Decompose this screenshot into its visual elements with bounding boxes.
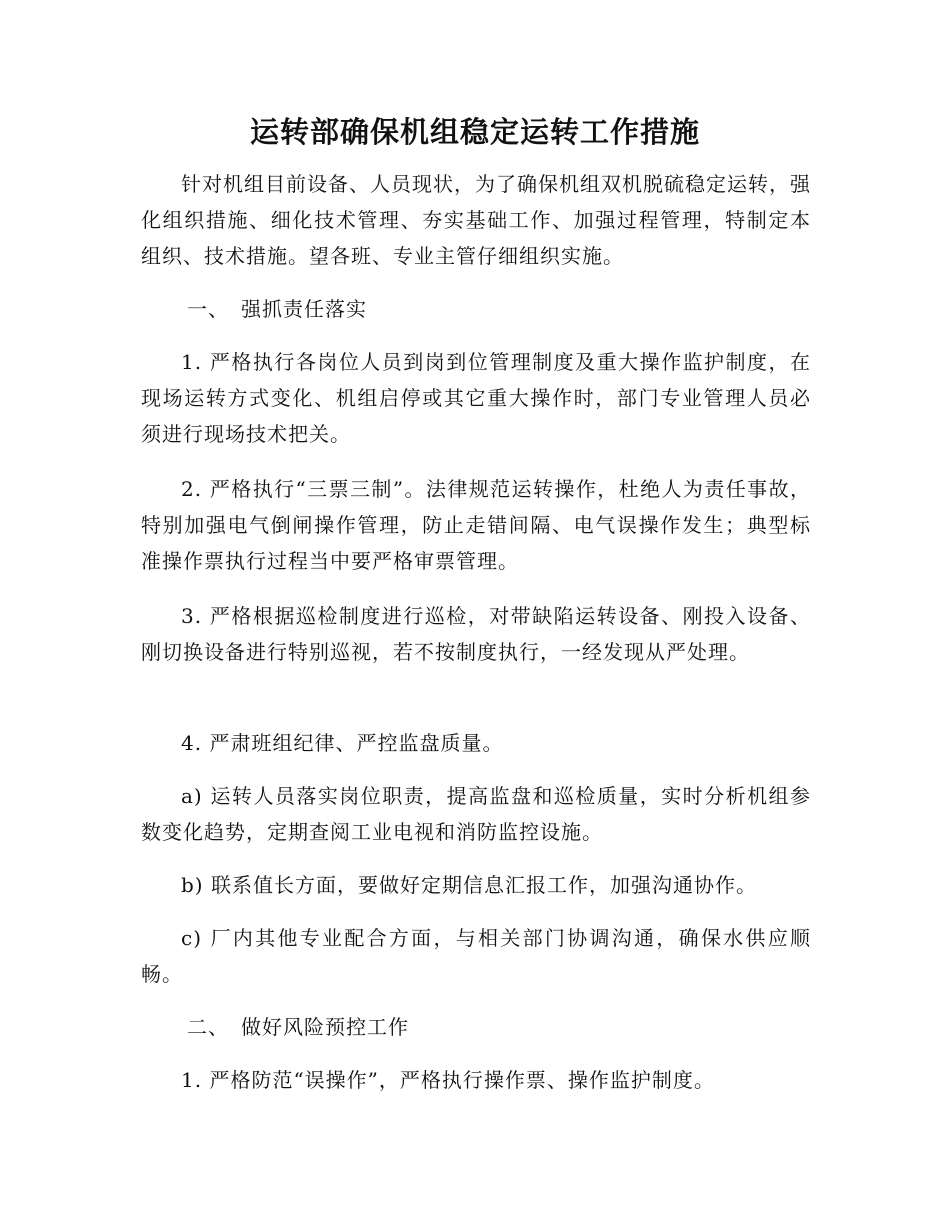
sub-item-b: b) 联系值长方面，要做好定期信息汇报工作，加强沟通协作。 [181,873,757,897]
list-item-4: 4. 严肃班组纪律、严控监盘质量。 [181,731,504,755]
sub-item-c: c) 厂内其他专业配合方面，与相关部门协调沟通，确保水供应顺畅。 [141,926,811,986]
section-title-1: 强抓责任落实 [241,297,367,321]
list-item-5: 1. 严格防范“误操作”，严格执行操作票、操作监护制度。 [181,1068,715,1092]
section-heading-2 [141,1009,857,1045]
list-item-3: 3. 严格根据巡检制度进行巡检，对带缺陷运转设备、刚投入设备、刚切换设备进行特别巡视，若不按制度执行，一经发现从严处理。 [141,604,811,664]
section-title-2: 做好风险预控工作 [241,1015,409,1039]
intro-paragraph: 针对机组目前设备、人员现状，为了确保机组双机脱硫稳定运转，强化组织措施、细化技术管理、夯实基础工作、加强过程管理，特制定本组织、技术措施。望各班、专业主管仔细组织实施。 [141,172,811,268]
section-number-1: 一、 [187,297,229,321]
list-item-2: 2. 严格执行“三票三制”。法律规范运转操作，杜绝人为责任事故，特别加强电气倒闸操作管理，防止走错间隔、电气误操作发生；典型标准操作票执行过程当中要严格审票管理。 [141,477,811,573]
section-heading-1 [141,291,857,327]
sub-item-a: a) 运转人员落实岗位职责，提高监盘和巡检质量，实时分析机组参数变化趋势，定期查阅工业电视和消防监控设施。 [141,784,811,844]
document-title: 运转部确保机组稳定运转工作措施 [249,115,700,149]
list-item-1: 1. 严格执行各岗位人员到岗到位管理制度及重大操作监护制度，在现场运转方式变化、机组启停或其它重大操作时，部门专业管理人员必须进行现场技术把关。 [141,350,811,446]
section-number-2: 二、 [187,1015,229,1039]
